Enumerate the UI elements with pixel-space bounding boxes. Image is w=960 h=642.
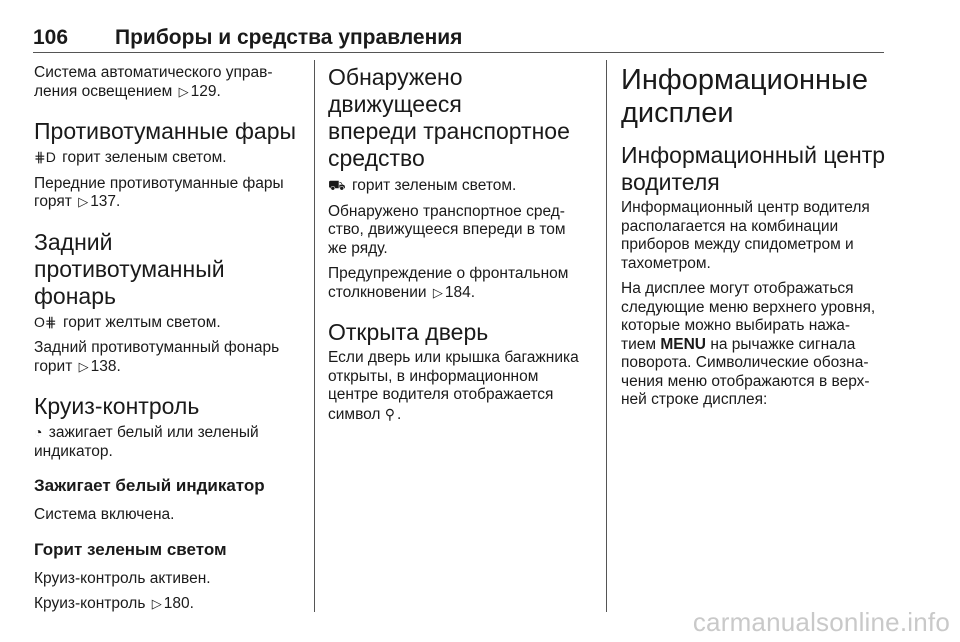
column-divider-1 [314, 60, 315, 612]
column-divider-2 [606, 60, 607, 612]
driver-info-center-location: Информационный центр водителя располагается на комбинации приборов между спидометром и тахометром. [621, 199, 870, 272]
page-ref-icon: ▷ [78, 194, 89, 209]
collision-warning-text: Предупреждение о фронтальном столкновении ▷ 184. [328, 265, 569, 301]
cruise-reference: Круиз-контроль ▷ 180. [34, 595, 194, 612]
vehicle-ahead-icon: ⛟ [328, 177, 346, 193]
page-header [33, 26, 884, 50]
rear-fog-description: Задний противотуманный фонарь горит ▷ 138. [34, 339, 280, 375]
front-fog-light-icon: ⋕D [34, 149, 56, 165]
page-ref-icon: ▷ [178, 83, 189, 99]
front-fog-description: Передние противотуманные фары горят ▷ 137. [34, 174, 284, 210]
white-indicator-text: Система включена. [34, 506, 175, 523]
column-2 [328, 64, 592, 424]
front-fog-heading: Противотуманные фары [34, 118, 297, 144]
intro-text: Система автоматического управ- ления освещением ▷ 129. [34, 64, 273, 100]
page-ref-icon: ▷ [78, 358, 89, 374]
door-open-heading: Открыта дверь [328, 319, 489, 345]
cruise-heading: Круиз-контроль [34, 393, 200, 419]
front-fog-status: ⋕D горит зеленым светом. [34, 149, 227, 166]
green-indicator-heading: Горит зеленым светом [34, 539, 227, 559]
rear-fog-status: O⋕ горит желтым светом. [34, 313, 221, 331]
door-open-icon: ⚲ [384, 405, 396, 422]
page-number: 106 [33, 26, 69, 49]
cruise-status: ◔ зажигает белый или зеленый индикатор. [34, 424, 259, 460]
cruise-control-icon: ◔ [34, 424, 43, 440]
column-3 [621, 64, 889, 410]
door-open-text: Если дверь или крышка багажника открыты, в информационном центре водителя отображается символ ⚲ . [328, 349, 579, 423]
rear-fog-light-icon: O⋕ [34, 313, 57, 330]
rear-fog-heading: Задний противотуманный фонарь [34, 228, 225, 309]
watermark: carmanualsonline.info [692, 607, 950, 637]
header-rule [33, 52, 884, 53]
page-ref-icon: ▷ [432, 284, 443, 300]
running-title: Приборы и средства управления [115, 26, 463, 49]
vehicle-ahead-description: Обнаружено транспортное сред- ство, движущееся впереди в том же ряду. [328, 202, 566, 257]
page-ref-icon: ▷ [151, 596, 162, 611]
section-title: Информационные дисплеи [621, 64, 868, 129]
driver-info-center-heading: Информационный центр водителя [621, 142, 886, 195]
column-1 [34, 64, 304, 614]
vehicle-ahead-status: ⛟ горит зеленым светом. [328, 177, 517, 194]
menu-button-label: MENU [660, 335, 706, 353]
green-indicator-text: Круиз-контроль активен. [34, 569, 211, 587]
white-indicator-heading: Зажигает белый индикатор [34, 476, 265, 495]
vehicle-ahead-heading: Обнаружено движущееся впереди транспортное средство [328, 64, 570, 171]
driver-info-center-menus: На дисплее могут отображаться следующие меню верхнего уровня, которые можно выбирать нажа- тием MENU на рычажке сигнала поворота. Символические обозна- чения меню отображаются в верх- ней строке дисплея: [621, 280, 876, 408]
